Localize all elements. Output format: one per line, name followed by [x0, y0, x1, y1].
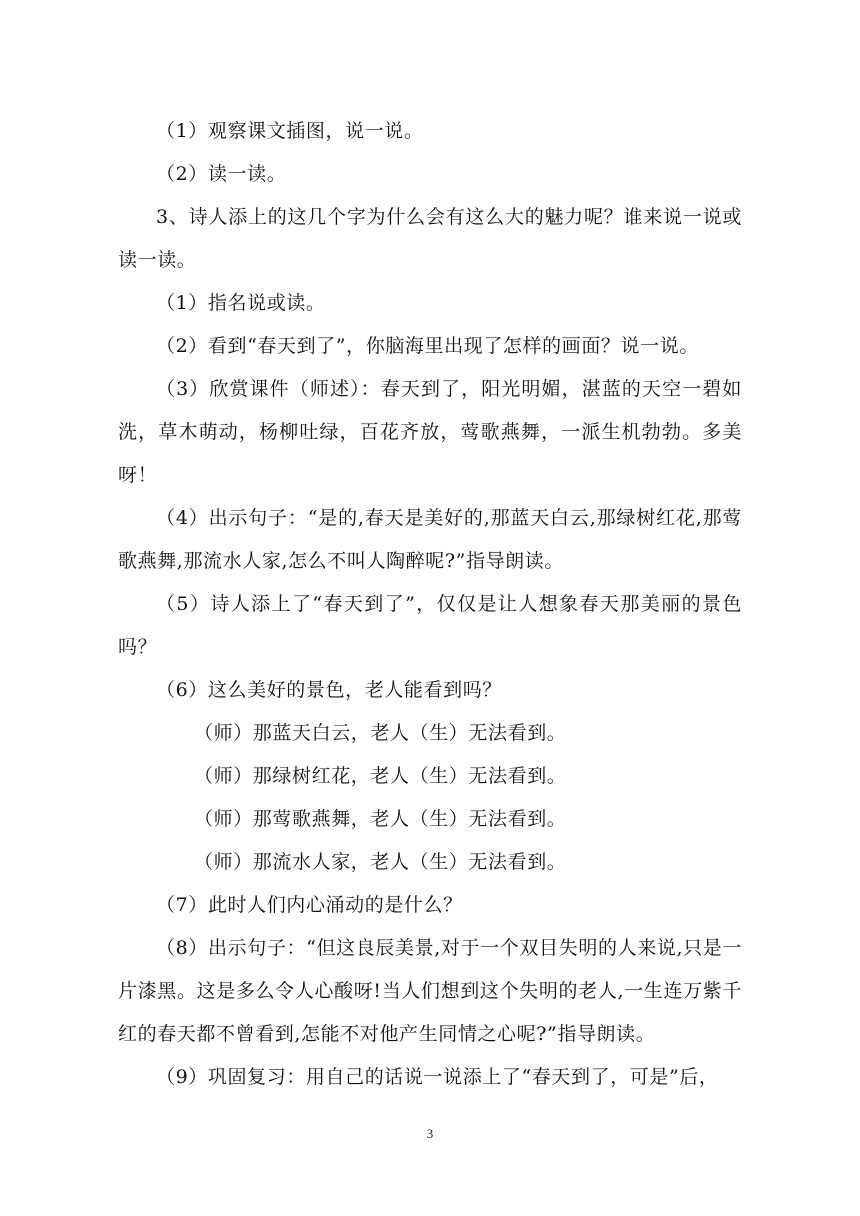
- paragraph-read: （2）读一读。: [156, 163, 287, 185]
- paragraph-observe-illustration: （1）观察课文插图，说一说。: [156, 120, 424, 142]
- paragraph-poet-added: （5）诗人添上了“春天到了”，仅仅是让人想象春天那美丽的景色吗？: [118, 593, 742, 658]
- page-number: 3: [426, 1126, 434, 1141]
- paragraph-old-man-see: （6）这么美好的景色，老人能看到吗？: [156, 679, 502, 701]
- paragraph-courseware: （3）欣赏课件（师述）：春天到了，阳光明媚，湛蓝的天空一碧如洗，草木萌动，杨柳吐绿，百花齐放，莺歌燕舞，一派生机勃勃。多美呀！: [118, 378, 742, 486]
- paragraph-question-3: 3、诗人添上的这几个字为什么会有这么大的魅力呢？谁来说一说或读一读。: [118, 206, 742, 271]
- paragraph-inner-feeling: （7）此时人们内心涌动的是什么？: [156, 894, 463, 916]
- paragraph-show-sentence-2: （8）出示句子：“但这良辰美景,对于一个双目失明的人来说,只是一片漆黑。这是多么令人心酸呀!当人们想到这个失明的老人,一生连万紫千红的春天都不曾看到,怎能不对他产生同情之心呢?”指导朗读。: [118, 937, 742, 1045]
- paragraph-name-say-read: （1）指名说或读。: [156, 292, 326, 314]
- paragraph-show-sentence-1: （4）出示句子：“是的,春天是美好的,那蓝天白云,那绿树红花,那莺歌燕舞,那流水人家,怎么不叫人陶醉呢?”指导朗读。: [118, 507, 742, 572]
- paragraph-spring-image: （2）看到“春天到了”，你脑海里出现了怎样的画面？说一说。: [156, 335, 699, 357]
- paragraph-dialog-3: （师）那莺歌燕舞，老人（生）无法看到。: [194, 808, 567, 830]
- paragraph-dialog-2: （师）那绿树红花，老人（生）无法看到。: [194, 765, 567, 787]
- paragraph-dialog-4: （师）那流水人家，老人（生）无法看到。: [194, 851, 567, 873]
- paragraph-review: （9）巩固复习：用自己的话说一说添上了“春天到了，可是”后，: [156, 1066, 719, 1088]
- paragraph-dialog-1: （师）那蓝天白云，老人（生）无法看到。: [194, 722, 567, 744]
